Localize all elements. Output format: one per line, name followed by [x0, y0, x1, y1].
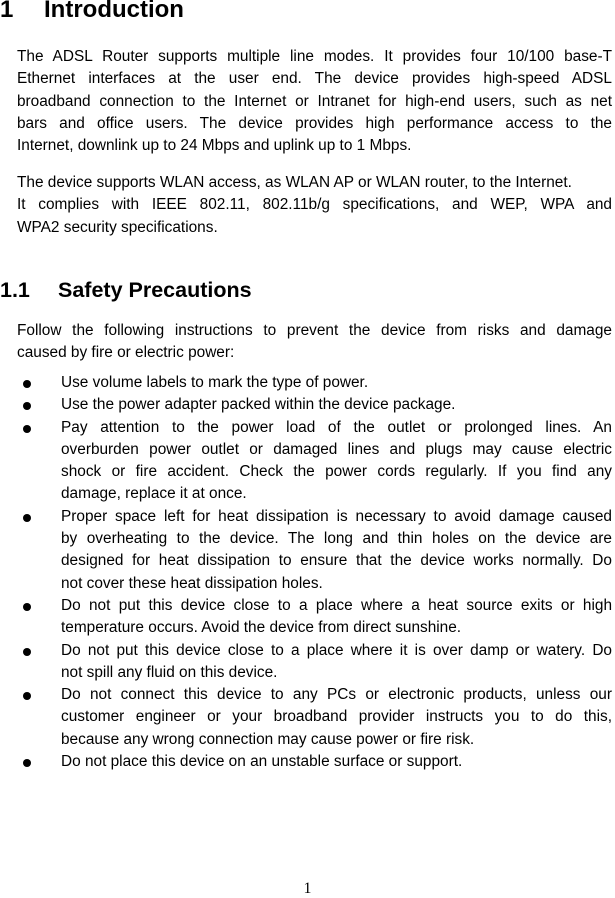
subsection-number: 1.1	[0, 278, 30, 302]
page-number: 1	[303, 880, 312, 897]
list-item-line: Use volume labels to mark the type of power.	[61, 374, 369, 391]
list-item-line: damage, replace it at once.	[61, 485, 247, 503]
list-item-line: by overheating to the device. The long and thin holes on the device are	[61, 530, 612, 548]
wlan-paragraph	[17, 172, 612, 239]
intro-line: The ADSL Router supports multiple line modes. It provides four 10/100 base-T	[17, 48, 612, 65]
list-item-line: not cover these heat dissipation holes.	[61, 574, 323, 592]
bullet-dot-icon	[23, 425, 31, 433]
list-item-line: designed for heat dissipation to ensure that the device works normally. Do	[61, 552, 612, 570]
list-item	[17, 640, 612, 685]
list-item-line: because any wrong connection may cause power or fire risk.	[61, 730, 475, 748]
subsection-title: Safety Precautions	[58, 278, 252, 302]
list-item-line: Do not put this device close to a place where a heat source exits or high	[61, 596, 612, 614]
list-item-line: Pay attention to the power load of the outlet or prolonged lines. An	[61, 418, 612, 436]
bullet-dot-icon	[23, 380, 31, 388]
intro-paragraph	[17, 46, 612, 157]
safety-intro-line: caused by fire or electric power:	[17, 344, 235, 362]
intro-line: Internet, downlink up to 24 Mbps and uplink up to 1 Mbps.	[17, 137, 412, 155]
safety-intro-paragraph	[17, 320, 612, 365]
list-item	[17, 394, 612, 416]
bullet-dot-icon	[23, 692, 31, 700]
bullet-dot-icon	[23, 603, 31, 611]
bullet-dot-icon	[23, 402, 31, 410]
intro-line: broadband connection to the Internet or Intranet for high-end users, such as net	[17, 92, 612, 110]
list-item-line: temperature occurs. Avoid the device from direct sunshine.	[61, 619, 462, 637]
list-item-line: Do not put this device close to a place where it is over damp or watery. Do	[61, 641, 612, 659]
safety-precautions-list	[17, 372, 612, 773]
list-item-line: customer engineer or your broadband provider instructs you to do this,	[61, 708, 612, 726]
list-item-line: Proper space left for heat dissipation is necessary to avoid damage caused	[61, 507, 612, 525]
section-heading	[0, 0, 184, 26]
list-item-line: overburden power outlet or damaged lines and plugs may cause electric	[61, 440, 612, 458]
wlan-line: The device supports WLAN access, as WLAN AP or WLAN router, to the Internet.	[17, 174, 572, 191]
list-item-line: Do not connect this device to any PCs or electronic products, unless our	[61, 686, 612, 704]
safety-intro-line: Follow the following instructions to prevent the device from risks and damage	[17, 322, 612, 339]
list-item	[17, 751, 612, 773]
list-item-line: Use the power adapter packed within the device package.	[61, 396, 456, 414]
wlan-line: It complies with IEEE 802.11, 802.11b/g specifications, and WEP, WPA and	[17, 196, 612, 214]
intro-line: bars and office users. The device provides high performance access to the	[17, 114, 612, 132]
bullet-dot-icon	[23, 514, 31, 522]
list-item	[17, 595, 612, 640]
intro-line: Ethernet interfaces at the user end. The device provides high-speed ADSL	[17, 70, 612, 88]
list-item-line: not spill any fluid on this device.	[61, 663, 278, 681]
list-item	[17, 506, 612, 595]
section-number: 1	[0, 0, 14, 23]
section-title: Introduction	[44, 0, 184, 23]
list-item	[17, 417, 612, 506]
list-item	[17, 372, 612, 394]
subsection-heading	[0, 276, 252, 304]
list-item-line: shock or fire accident. Check the power cords regularly. If you find any	[61, 463, 612, 481]
list-item-line: Do not place this device on an unstable surface or support.	[61, 753, 463, 771]
wlan-line: WPA2 security specifications.	[17, 218, 218, 236]
list-item	[17, 684, 612, 751]
bullet-dot-icon	[23, 759, 31, 767]
bullet-dot-icon	[23, 648, 31, 656]
